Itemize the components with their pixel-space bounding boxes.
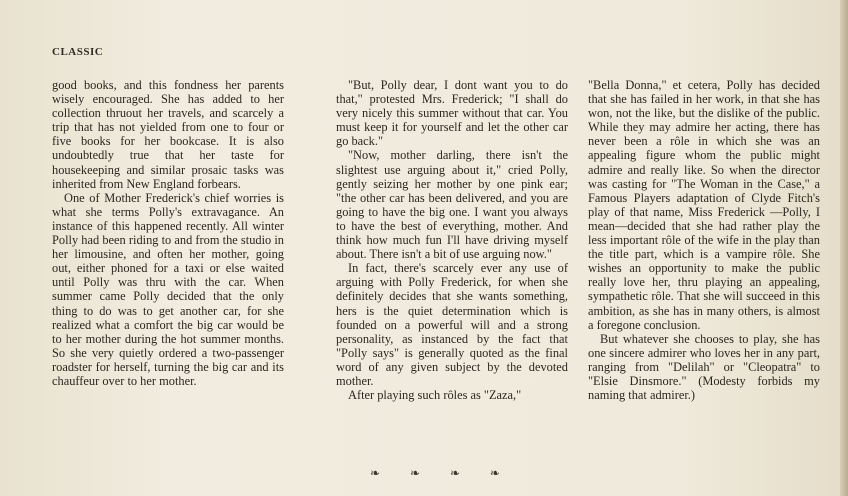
- fleuron-icon: ❧: [370, 466, 381, 480]
- text-column-2: [336, 78, 568, 402]
- fleuron-icon: ❧: [449, 466, 460, 480]
- page-edge-shadow: [840, 0, 848, 496]
- fleuron-icon: ❧: [489, 466, 500, 480]
- fleuron-icon: ❧: [409, 466, 421, 480]
- paragraph: "Now, mother darling, there isn't the slightest use arguing about it," cried Polly, gently seizing her mother by one pink ear; "the other car has been delivered, and you are going to have the big one. I want you always to have the best of everything, mother. And think how much fun I'll have driving myself about. There isn't a bit of use arguing now.": [336, 148, 568, 262]
- paragraph: One of Mother Frederick's chief worries is what she terms Polly's extravagance. An instance of this happened recently. All winter Polly had been riding to and from the studio in her limousine, and often her mother, going out, either phoned for a taxi or else waited until Polly was thru with the car. When summer came Polly decided that the only thing to do was to get another car, for she realized what a comfort the big car would be to her mother during the hot summer months. So she very quietly ordered a two-passenger roadster for herself, turning the big car and its chauffeur over to her mother.: [52, 190, 284, 388]
- ornament-row: [370, 466, 500, 480]
- paragraph: "But, Polly dear, I dont want you to do that," protested Mrs. Frederick; "I shall do very nicely this summer without that car. You must keep it for yourself and let the other car go back.": [336, 78, 568, 149]
- running-head: CLASSIC: [52, 46, 104, 58]
- paragraph: good books, and this fondness her parents wisely encouraged. She has added to her collection thruout her travels, and scarcely a trip that has not yielded from one to four or five books for her bookcase. It is also undoubtedly true that her taste for housekeeping and similar prosaic tasks was inherited from New England forbears.: [52, 78, 284, 191]
- text-column-1: [52, 78, 284, 388]
- paragraph: But whatever she chooses to play, she has one sincere admirer who loves her in any part, ranging from "Delilah" or "Cleopatra" to "Elsie Dinsmore." (Modesty forbids my naming that admirer.): [588, 331, 820, 403]
- paragraph: "Bella Donna," et cetera, Polly has decided that she has failed in her work, in that she has won, not the like, but the dislike of the public. While they may admire her acting, there has never been a rôle in which she was an appealing figure whom the public might admire and really like. So when the director was casting for "The Woman in the Case," a Famous Players adaptation of Clyde Fitch's play of that name, Miss Frederick —Polly, I mean—decided that she had rather play the less important rôle of the wife in the play than the title part, which is a vampire rôle. She wishes an opportunity to make the public really love her, thru playing an appealing, sympathetic rôle. That she will succeed in this ambition, as she has in many others, is almost a foregone conclusion.: [588, 78, 820, 332]
- text-column-3: [588, 78, 820, 402]
- paragraph: In fact, there's scarcely ever any use of arguing with Polly Frederick, for when she definitely decides that she wants something, hers is the quiet determination which is founded on a powerful will and a strong personality, as instanced by the fact that "Polly says" is generally quoted as the final word of any given subject by the devoted mother.: [336, 261, 568, 388]
- paragraph: After playing such rôles as "Zaza,": [348, 388, 522, 403]
